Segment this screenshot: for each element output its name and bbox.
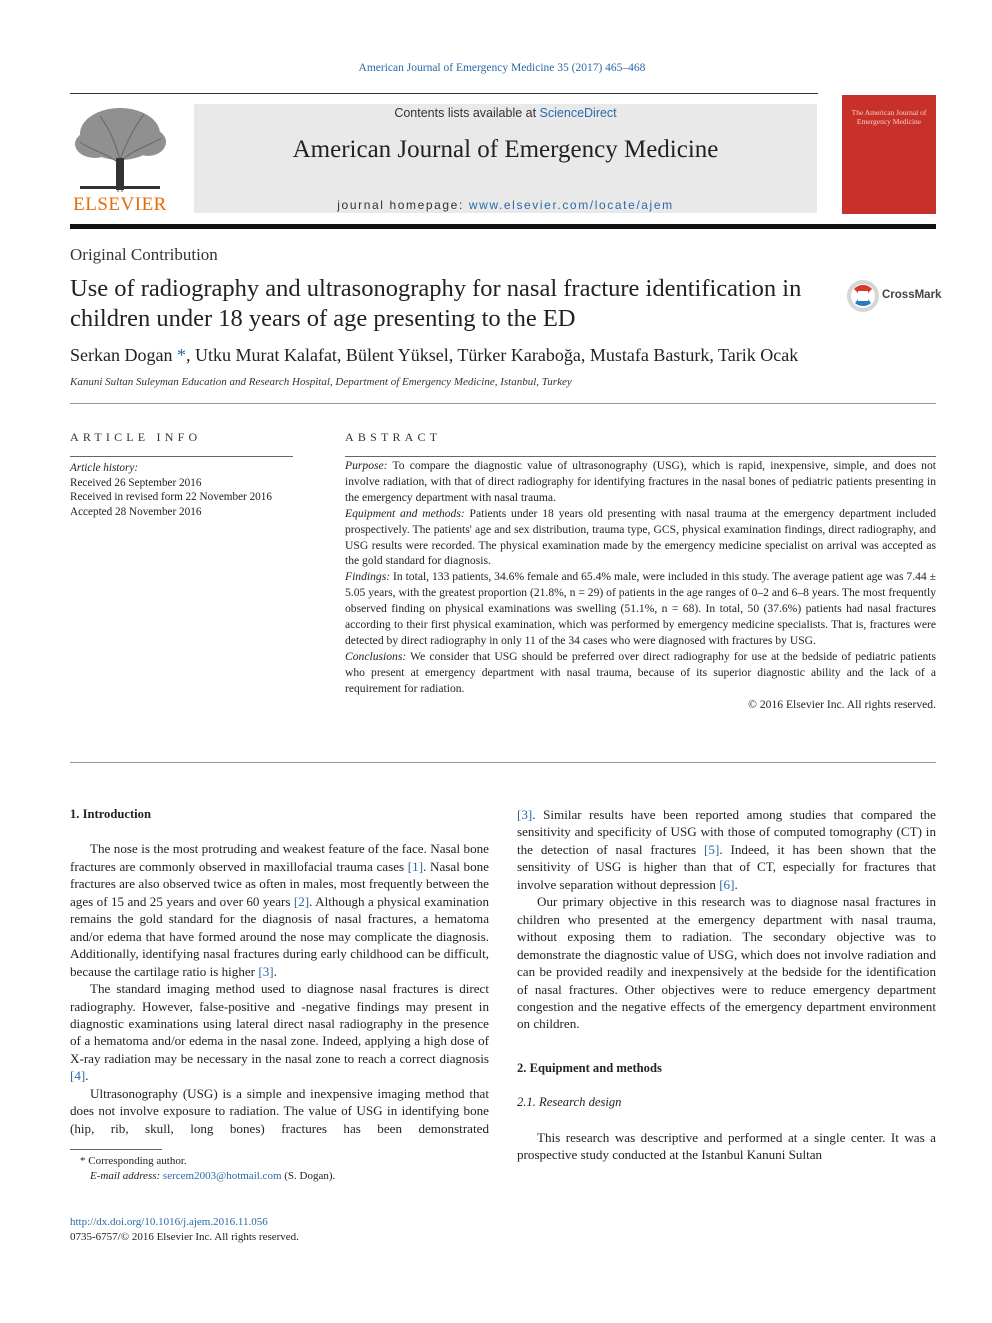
abstract-rule bbox=[345, 456, 936, 457]
text-run: The nose is the most protruding and weakest feature of the face. Nasal bone fractures are commonly observed in maxillofacial trauma cases bbox=[70, 841, 489, 874]
abstract-purpose bbox=[345, 458, 936, 506]
reference-link[interactable]: [1] bbox=[407, 858, 424, 874]
text-run: The standard imaging method used to diagnose nasal fractures is direct radiography. However, false-positive and -negative findings may present in diagnostic examinations using lateral direct nasal radiography in the presence of a hematoma and/or edema in the nasal zone. Indeed, applying a high dose of X-ray radiation may be necessary in the nasal zone to reach a correct diagnosis bbox=[70, 981, 489, 1066]
spacer bbox=[517, 1112, 936, 1129]
text-run: . bbox=[734, 876, 738, 892]
findings-label: Findings: bbox=[345, 570, 391, 584]
contents-line bbox=[194, 106, 817, 120]
author-list bbox=[70, 345, 798, 366]
reference-link[interactable]: [3] bbox=[258, 963, 274, 979]
corresponding-label: Corresponding author. bbox=[85, 1155, 187, 1167]
intro-paragraph-3-cont bbox=[517, 806, 936, 893]
article-title: Use of radiography and ultrasonography for nasal fracture identification in children under 18 years of age presenting to the ED bbox=[70, 275, 802, 332]
body-right-column bbox=[517, 806, 936, 1164]
reference-link[interactable]: [2] bbox=[293, 893, 310, 909]
reference-link[interactable]: [4] bbox=[70, 1068, 86, 1084]
text-run: . bbox=[273, 963, 277, 979]
abstract-methods bbox=[345, 506, 936, 570]
author-affiliation: Kanuni Sultan Suleyman Education and Research Hospital, Department of Emergency Medicine, Istanbul, Turkey bbox=[70, 376, 572, 388]
abstract-findings bbox=[345, 569, 936, 649]
text-run: . Nasal bone fractures are also observed twice as often in males, most frequently between the ages of 15 and 25 years and over 60 years bbox=[70, 858, 489, 909]
journal-cover-title: The American Journal of Emergency Medicine bbox=[851, 108, 927, 126]
footnote bbox=[70, 1154, 490, 1184]
body-left-column bbox=[70, 806, 489, 1137]
email-suffix: (S. Dogan). bbox=[281, 1170, 336, 1182]
intro-paragraph-1 bbox=[70, 840, 489, 980]
intro-paragraph-4: Our primary objective in this research was to diagnose nasal fractures in children who presented at the emergency department with nasal trauma, without exposing them to radiation. The secondary objective was to demonstrate the diagnostic value of USG, which does not involve radiation and can be provided readily and inexpensively at the bedside for the identification of nasal fractures. Other objectives were to reduce emergency department congestion and the negative effects of the emergency department environment on children. bbox=[517, 894, 936, 1032]
article-history bbox=[70, 461, 300, 519]
crossmark-label[interactable]: CrossMark bbox=[882, 289, 942, 301]
purpose-label: Purpose: bbox=[345, 459, 388, 472]
methods-heading: 2. Equipment and methods bbox=[517, 1060, 662, 1075]
email-label: E-mail address: bbox=[90, 1170, 163, 1182]
methods-label: Equipment and methods: bbox=[345, 506, 465, 520]
reference-link[interactable]: [3] bbox=[517, 807, 533, 822]
homepage-prefix: journal homepage: bbox=[337, 198, 469, 212]
findings-text: In total, 133 patients, 34.6% female and 65.4% male, were included in this study. The average patient age was 7.44 ± 5.05 years, with the greatest proportion (21.8%, n = 29) of patients in the age ranges of 0–2 and 6–8 years. The most frequently observed finding on physical examinations was swelling (51.1%, n = 68). In total, 50 (37.6%) patients had nasal fractures according to their first physical examination, which was performed by emergency medicine specialists. That is, fractures were detected by direct radiography in only 11 of the 34 cases who were diagnosed with fractures by USG. bbox=[345, 570, 936, 647]
title-divider bbox=[70, 403, 936, 404]
history-label: Article history: bbox=[70, 462, 139, 474]
first-author: Serkan Dogan bbox=[70, 345, 177, 365]
journal-name: American Journal of Emergency Medicine bbox=[292, 136, 719, 163]
header-thick-rule bbox=[70, 224, 936, 229]
journal-homepage bbox=[194, 198, 817, 212]
revised-date: Received in revised form 22 November 2016 bbox=[70, 491, 272, 503]
doi-link[interactable]: http://dx.doi.org/10.1016/j.ajem.2016.11.056 bbox=[70, 1216, 268, 1228]
footnote-mark: * bbox=[80, 1155, 86, 1167]
email-note bbox=[70, 1169, 490, 1184]
received-date: Received 26 September 2016 bbox=[70, 476, 202, 489]
abstract-bottom-rule bbox=[70, 762, 936, 763]
header-divider bbox=[70, 93, 818, 94]
abstract-copyright: © 2016 Elsevier Inc. All rights reserved. bbox=[748, 698, 936, 712]
homepage-link[interactable]: www.elsevier.com/locate/ajem bbox=[468, 198, 674, 212]
email-link[interactable]: sercem2003@hotmail.com bbox=[162, 1170, 282, 1182]
spacer bbox=[517, 1033, 936, 1060]
methods-text: Patients under 18 years old presenting with nasal trauma at the emergency department included prospectively. The patients' age and sex distribution, trauma type, GCS, physical examination findings, direct radiography, and USG results were recorded. The physical examination made by the emergency medicine specialist on arrival was accepted as the gold standard for diagnosis. bbox=[345, 506, 937, 568]
intro-paragraph-3-start bbox=[70, 1085, 489, 1137]
issn-line: 0735-6757/© 2016 Elsevier Inc. All rights reserved. bbox=[70, 1231, 299, 1243]
journal-citation[interactable]: American Journal of Emergency Medicine 35 (2017) 465–468 bbox=[358, 62, 646, 74]
spacer bbox=[517, 1077, 936, 1094]
text-run: . Indeed, it has been shown that the sensitivity of USG is higher than that of CT, especially for fractures that involve separation without depression bbox=[517, 841, 936, 892]
sciencedirect-link[interactable]: ScienceDirect bbox=[539, 106, 617, 120]
text-run: . Similar results have been reported among studies that compared the sensitivity and specificity of USG with those of computed tomography (CT) in the detection of nasal fractures bbox=[517, 807, 936, 857]
text-run: . Although a physical examination remains the gold standard for the diagnosis of nasal fractures, a hematoma and/or edema that have formed around the nose may complicate the diagnosis. Additionally, identifying nasal fractures during early childhood can be difficult, because the cartilage ratio is higher bbox=[70, 893, 489, 979]
abstract-heading: ABSTRACT bbox=[345, 430, 442, 444]
other-authors: , Utku Murat Kalafat, Bülent Yüksel, Türker Karaboğa, Mustafa Basturk, Tarik Ocak bbox=[185, 345, 799, 365]
text-run: . bbox=[85, 1068, 89, 1084]
footnote-rule bbox=[70, 1149, 162, 1150]
article-info-heading: ARTICLE INFO bbox=[70, 430, 202, 444]
reference-link[interactable]: [5] bbox=[704, 841, 720, 857]
conclusions-text: We consider that USG should be preferred over direct radiography for use at the bedside of pediatric patients who present at emergency department with nasal trauma, because of its superior diagnostic ability and the lack of a requirement for radiation. bbox=[345, 649, 936, 695]
abstract-conclusions bbox=[345, 649, 936, 697]
reference-link[interactable]: [6] bbox=[719, 876, 735, 892]
research-design-heading: 2.1. Research design bbox=[517, 1095, 622, 1110]
conclusions-label: Conclusions: bbox=[345, 649, 407, 663]
abstract-body bbox=[345, 458, 936, 713]
design-paragraph: This research was descriptive and performed at a single center. It was a prospective study conducted at the Istanbul Kanuni Sultan bbox=[517, 1129, 936, 1163]
article-info-rule bbox=[70, 456, 293, 457]
introduction-heading: 1. Introduction bbox=[70, 807, 151, 821]
intro-paragraph-2 bbox=[70, 980, 489, 1085]
corresponding-author-mark[interactable]: * bbox=[176, 345, 186, 365]
text-run: Ultrasonography (USG) is a simple and inexpensive imaging method that does not involve exposure to radiation. The value of USG in identifying bone (hip, rib, skull, long bones) fractures has been demonstrated bbox=[70, 1085, 489, 1136]
spacer bbox=[70, 823, 489, 840]
article-footer bbox=[70, 1215, 490, 1245]
purpose-text: To compare the diagnostic value of ultrasonography (USG), which is rapid, inexpensive, simple, and does not involve radiation, with that of direct radiography for identifying fractures in the nasal bones of pediatric patients presenting in the emergency department with nasal trauma. bbox=[345, 459, 936, 504]
accepted-date: Accepted 28 November 2016 bbox=[70, 505, 202, 518]
publisher-name: ELSEVIER bbox=[73, 194, 167, 215]
article-section-type: Original Contribution bbox=[70, 245, 218, 264]
corresponding-note bbox=[70, 1154, 490, 1169]
contents-prefix: Contents lists available at bbox=[394, 106, 540, 120]
